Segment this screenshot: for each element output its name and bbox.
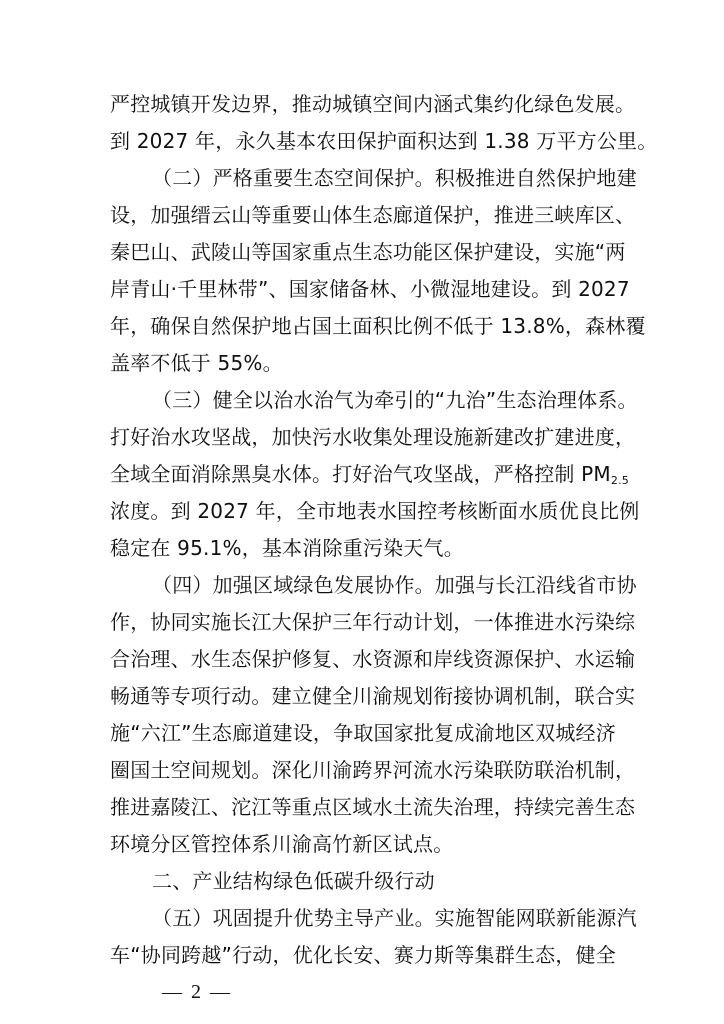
text-line-16: 合治理、水生态保护修复、水资源和岸线资源保护、水运输: [110, 647, 636, 671]
chapter-heading-2: 二、产业结构绿色低碳升级行动: [152, 869, 435, 893]
text-line-5: 秦巴山、武陵山等国家重点生态功能区保护建设，实施“两: [110, 240, 626, 264]
text-line-17: 畅通等专项行动。建立健全川渝规划衔接协调机制，联合实: [110, 684, 636, 708]
text-line-1: 严控城镇开发边界，推动城镇空间内涵式集约化绿色发展。: [110, 92, 636, 116]
page-number: — 2 —: [162, 981, 232, 1003]
pm-subscript: 2.5: [610, 474, 629, 487]
text-line-13: 稳定在 95.1%，基本消除重污染天气。: [110, 536, 464, 560]
text-line-10: 打好治水攻坚战，加快污水收集处理设施新建改扩建进度，: [110, 425, 636, 449]
section-heading-5: （五）巩固提升优势主导产业。实施智能网联新能源汽: [152, 906, 637, 930]
section-heading-3: （三）健全以治水治气为牵引的“九治”生态治理体系。: [152, 388, 638, 412]
text-line-11-main: 全域全面消除黑臭水体。打好治气攻坚战，严格控制 PM: [110, 462, 611, 486]
text-line-19: 圈国土空间规划。深化川渝跨界河流水污染联防联治机制，: [110, 758, 636, 782]
text-line-8: 盖率不低于 55%。: [110, 351, 283, 375]
text-line-15: 作，协同实施长江大保护三年行动计划，一体推进水污染综: [110, 610, 636, 634]
section-heading-4: （四）加强区域绿色发展协作。加强与长江沿线省市协: [152, 573, 637, 597]
text-line-24: 车“协同跨越”行动，优化长安、赛力斯等集群生态，健全: [110, 943, 616, 967]
text-line-2: 到 2027 年，永久基本农田保护面积达到 1.38 万平方公里。: [110, 129, 658, 153]
section-heading-2: （二）严格重要生态空间保护。积极推进自然保护地建: [152, 166, 637, 190]
text-line-18: 施“六江”生态廊道建设，争取国家批复成渝地区双城经济: [110, 721, 616, 745]
text-line-21: 环境分区管控体系川渝高竹新区试点。: [110, 832, 454, 856]
text-line-7: 年，确保自然保护地占国土面积比例不低于 13.8%，森林覆: [110, 314, 646, 338]
text-line-20: 推进嘉陵江、沱江等重点区域水土流失治理，持续完善生态: [110, 795, 636, 819]
text-line-12: 浓度。到 2027 年，全市地表水国控考核断面水质优良比例: [110, 499, 640, 523]
text-line-6: 岸青山·千里林带”、国家储备林、小微湿地建设。到 2027: [110, 277, 630, 301]
text-line-11: [110, 456, 629, 492]
text-line-4: 设，加强缙云山等重要山体生态廊道保护，推进三峡库区、: [110, 203, 636, 227]
